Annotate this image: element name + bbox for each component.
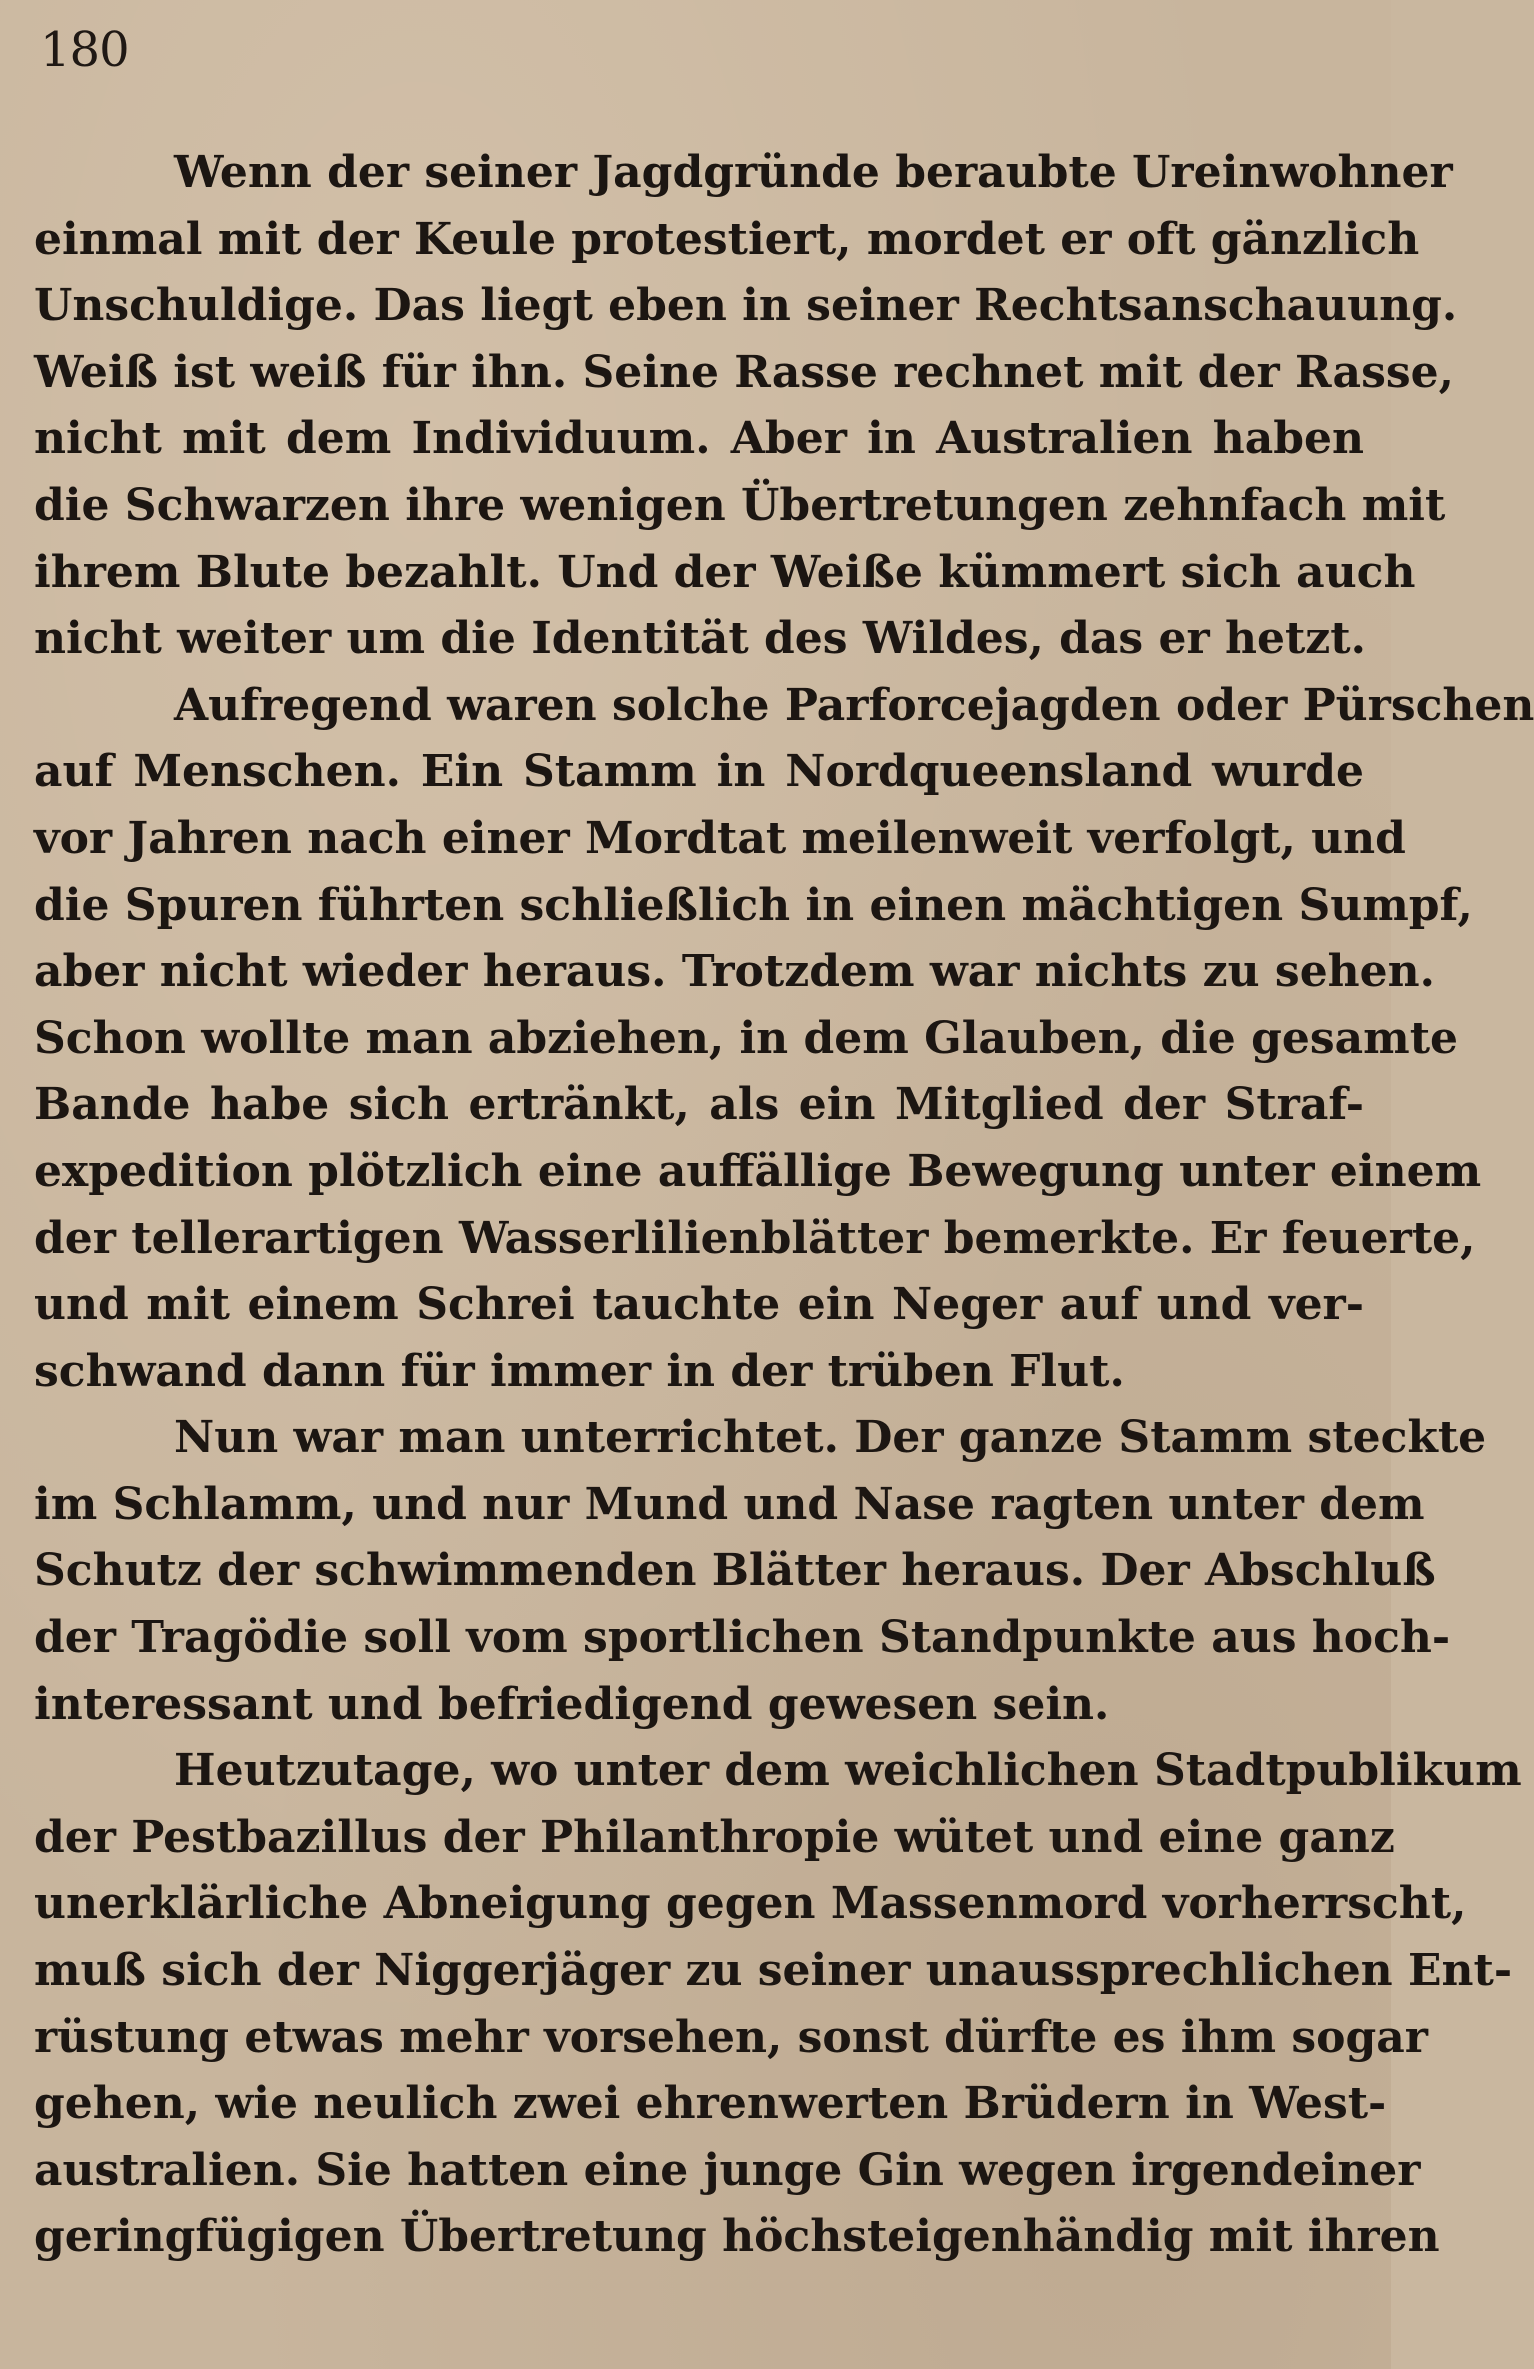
text-line: Unschuldige. Das liegt eben in seiner Rechtsanschauung.	[34, 280, 1458, 332]
text-line: expedition plötzlich eine auffällige Bewegung unter einem	[34, 1145, 1482, 1197]
text-line: rüstung etwas mehr vorsehen, sonst dürfte es ihm sogar	[34, 2011, 1428, 2063]
text-line: der Tragödie soll vom sportlichen Standpunkte aus hoch-	[34, 1612, 1451, 1664]
text-line: der Pestbazillus der Philanthropie wütet und eine ganz	[34, 1811, 1395, 1863]
text-line: Weiß ist weiß für ihn. Seine Rasse rechnet mit der Rasse,	[34, 346, 1454, 398]
text-line: nicht weiter um die Identität des Wildes, das er hetzt.	[34, 613, 1366, 665]
text-line: schwand dann für immer in der trüben Flut.	[34, 1345, 1125, 1397]
text-line: Bande habe sich ertränkt, als ein Mitglied der Straf-	[34, 1079, 1364, 1131]
text-line: Nun war man unterrichtet. Der ganze Stamm steckte	[174, 1412, 1487, 1464]
text-line: und mit einem Schrei tauchte ein Neger auf und ver-	[34, 1279, 1364, 1331]
text-line: Schon wollte man abziehen, in dem Glauben, die gesamte	[34, 1012, 1459, 1064]
text-line: einmal mit der Keule protestiert, mordet er oft gänzlich	[34, 213, 1420, 265]
page-number: 180	[40, 22, 129, 78]
text-line: Schutz der schwimmenden Blätter heraus. Der Abschluß	[34, 1545, 1436, 1597]
text-line: nicht mit dem Individuum. Aber in Australien haben	[34, 413, 1364, 465]
text-line: Wenn der seiner Jagdgründe beraubte Ureinwohner	[174, 147, 1453, 198]
text-line: der tellerartigen Wasserlilienblätter bemerkte. Er feuerte,	[34, 1212, 1476, 1264]
text-line: gehen, wie neulich zwei ehrenwerten Brüdern in West-	[34, 2078, 1387, 2130]
text-line: die Schwarzen ihre wenigen Übertretungen zehnfach mit	[34, 479, 1446, 531]
text-line: die Spuren führten schließlich in einen mächtigen Sumpf,	[34, 879, 1473, 931]
text-line: geringfügigen Übertretung höchsteigenhändig mit ihren	[34, 2211, 1440, 2263]
text-line: unerklärliche Abneigung gegen Massenmord vorherrscht,	[34, 1878, 1467, 1930]
text-line: Aufregend waren solche Parforcejagden oder Pürschen	[174, 679, 1534, 731]
text-line: im Schlamm, und nur Mund und Nase ragten unter dem	[34, 1478, 1425, 1530]
text-line: vor Jahren nach einer Mordtat meilenweit verfolgt, und	[34, 812, 1406, 864]
text-line: Heutzutage, wo unter dem weichlichen Stadtpublikum	[174, 1745, 1522, 1797]
body-text	[34, 140, 1534, 2271]
text-line: muß sich der Niggerjäger zu seiner unaussprechlichen Ent-	[34, 1945, 1513, 1997]
text-line: auf Menschen. Ein Stamm in Nordqueensland wurde	[34, 746, 1364, 798]
text-line: ihrem Blute bezahlt. Und der Weiße kümmert sich auch	[34, 546, 1416, 598]
text-line: aber nicht wieder heraus. Trotzdem war nichts zu sehen.	[34, 946, 1435, 998]
text-line: interessant und befriedigend gewesen sein.	[34, 1678, 1110, 1730]
text-line: australien. Sie hatten eine junge Gin wegen irgendeiner	[34, 2144, 1421, 2196]
